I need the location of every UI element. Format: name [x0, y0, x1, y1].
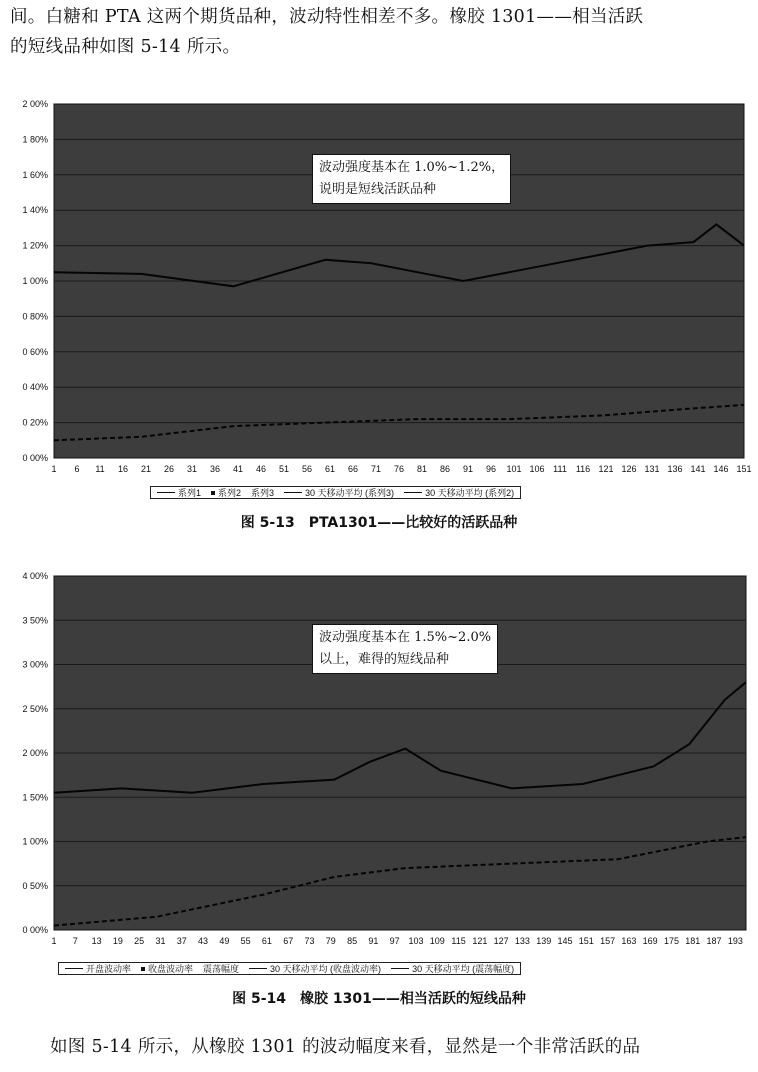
y-tick-label: 4 00% [22, 571, 48, 581]
legend-line-icon [284, 492, 302, 493]
x-tick-label: 146 [713, 464, 729, 474]
x-tick-label: 56 [301, 464, 313, 474]
legend-label: 系列1 [178, 488, 202, 498]
x-tick-label: 181 [685, 936, 701, 946]
x-tick-label: 6 [74, 464, 80, 474]
x-tick-label: 31 [186, 464, 198, 474]
x-tick-label: 31 [155, 936, 166, 946]
legend-item [211, 486, 241, 499]
figure-5-13 [0, 90, 758, 530]
figure-5-14 [0, 562, 758, 1012]
chart-legend [58, 962, 521, 975]
x-tick-label: 21 [140, 464, 152, 474]
paragraph-line: 如图 5-14 所示，从橡胶 1301 的波动幅度来看，显然是一个非常活跃的品 [50, 1037, 641, 1057]
legend-item [284, 486, 394, 499]
legend-label: 30 天移动平均 (震荡幅度) [412, 964, 515, 974]
x-tick-label: 141 [690, 464, 706, 474]
legend-line-icon [65, 968, 83, 969]
legend-item [251, 486, 274, 499]
y-tick-label: 0 60% [22, 346, 48, 357]
legend-item [157, 486, 201, 499]
figure-caption: 图 5-14 橡胶 1301——相当活跃的短线品种 [232, 991, 526, 1007]
x-tick-label: 131 [644, 464, 660, 474]
chart-callout [312, 154, 511, 204]
x-tick-label: 145 [557, 936, 573, 946]
callout-line: 说明是短线活跃品种 [319, 182, 437, 197]
y-tick-label: 2 00% [22, 99, 48, 109]
x-tick-label: 43 [198, 936, 209, 946]
x-tick-label: 66 [347, 464, 359, 474]
x-tick-label: 151 [736, 464, 752, 474]
series-line [54, 224, 744, 286]
legend-item [391, 962, 514, 975]
y-tick-label: 1 60% [22, 169, 48, 180]
y-tick-label: 2 50% [22, 703, 48, 714]
paragraph-bottom [50, 1032, 750, 1062]
legend-item [65, 962, 131, 975]
x-tick-label: 157 [600, 936, 616, 946]
legend-item [404, 486, 514, 499]
paragraph-line: 的短线品种如图 5-14 所示。 [10, 37, 241, 57]
y-tick-label: 0 20% [22, 417, 48, 428]
x-tick-label: 76 [393, 464, 405, 474]
legend-item [203, 962, 239, 975]
legend-item [141, 962, 193, 975]
x-tick-label: 126 [621, 464, 637, 474]
y-tick-label: 1 00% [22, 276, 48, 286]
x-tick-label: 1 [51, 936, 57, 946]
y-tick-label: 0 40% [22, 382, 48, 393]
x-tick-label: 121 [472, 936, 488, 946]
legend-label: 30 天移动平均 (系列2) [425, 488, 515, 498]
callout-line: 波动强度基本在 1.0%~1.2%， [319, 160, 505, 175]
legend-line-icon [391, 968, 409, 969]
legend-line-icon [404, 492, 422, 493]
y-tick-label: 3 50% [22, 615, 48, 626]
x-tick-label: 1 [51, 464, 57, 474]
x-tick-label: 127 [493, 936, 509, 946]
paragraph-line: 间。白糖和 PTA 这两个期货品种，波动特性相差不多。橡胶 1301——相当活跃 [10, 7, 644, 27]
x-tick-label: 116 [575, 464, 591, 474]
legend-label: 30 天移动平均 (收盘波动率) [270, 964, 382, 974]
legend-line-icon [249, 968, 267, 969]
x-tick-label: 13 [91, 936, 102, 946]
series-line [54, 682, 746, 793]
chart-legend [150, 486, 521, 499]
y-tick-label: 1 40% [22, 205, 48, 216]
x-tick-label: 91 [462, 464, 474, 474]
x-tick-label: 25 [134, 936, 145, 946]
series-line [54, 837, 746, 926]
x-tick-label: 139 [536, 936, 552, 946]
legend-label: 系列2 [218, 488, 242, 498]
legend-dot-icon [141, 967, 145, 971]
x-tick-label: 175 [663, 936, 679, 946]
x-tick-label: 51 [278, 464, 290, 474]
x-tick-label: 81 [416, 464, 428, 474]
legend-item [249, 962, 381, 975]
y-tick-label: 2 00% [22, 748, 48, 758]
x-tick-label: 26 [163, 464, 175, 474]
x-tick-label: 136 [667, 464, 683, 474]
x-tick-label: 163 [621, 936, 637, 946]
x-tick-label: 85 [347, 936, 358, 946]
legend-line-icon [157, 492, 175, 493]
x-tick-label: 169 [642, 936, 658, 946]
y-tick-label: 0 80% [22, 311, 48, 322]
x-tick-label: 193 [727, 936, 743, 946]
x-tick-label: 11 [95, 464, 105, 474]
x-tick-label: 86 [439, 464, 451, 474]
x-tick-label: 111 [553, 464, 567, 474]
y-tick-label: 0 00% [22, 453, 48, 463]
y-tick-label: 1 00% [22, 836, 48, 847]
x-tick-label: 37 [176, 936, 187, 946]
chart-callout [312, 624, 498, 674]
x-tick-label: 109 [429, 936, 445, 946]
y-tick-label: 0 00% [22, 925, 48, 935]
x-tick-label: 7 [72, 936, 78, 946]
y-tick-label: 1 50% [22, 792, 48, 803]
x-tick-label: 67 [283, 936, 294, 946]
x-tick-label: 91 [368, 936, 379, 946]
legend-label: 震荡幅度 [203, 964, 240, 974]
x-tick-label: 151 [578, 936, 594, 946]
y-tick-label: 1 80% [22, 134, 48, 145]
x-tick-label: 55 [240, 936, 251, 946]
y-tick-label: 1 20% [22, 240, 48, 251]
x-tick-label: 19 [112, 936, 123, 946]
callout-line: 波动强度基本在 1.5%~2.0% [319, 630, 492, 645]
x-tick-label: 97 [389, 936, 400, 946]
legend-label: 收盘波动率 [148, 964, 194, 974]
x-tick-label: 121 [598, 464, 614, 474]
x-tick-label: 73 [304, 936, 315, 946]
legend-label: 开盘波动率 [86, 964, 132, 974]
x-tick-label: 103 [408, 936, 424, 946]
y-tick-label: 3 00% [22, 659, 48, 670]
x-tick-label: 41 [232, 464, 244, 474]
x-tick-label: 101 [506, 464, 522, 474]
legend-dot-icon [211, 491, 215, 495]
legend-label: 30 天移动平均 (系列3) [305, 488, 395, 498]
x-tick-label: 187 [706, 936, 722, 946]
x-tick-label: 61 [324, 464, 336, 474]
figure-caption: 图 5-13 PTA1301——比较好的活跃品种 [240, 515, 518, 531]
paragraph-top [10, 2, 750, 62]
x-tick-label: 46 [255, 464, 267, 474]
x-tick-label: 115 [451, 936, 466, 946]
y-tick-label: 0 50% [22, 880, 48, 891]
callout-line: 以上，难得的短线品种 [319, 652, 450, 667]
x-tick-label: 49 [219, 936, 230, 946]
x-tick-label: 16 [117, 464, 129, 474]
x-tick-label: 133 [514, 936, 530, 946]
x-tick-label: 36 [209, 464, 221, 474]
x-tick-label: 79 [325, 936, 336, 946]
x-tick-label: 61 [261, 936, 272, 946]
x-tick-label: 71 [370, 464, 382, 474]
x-tick-label: 96 [485, 464, 497, 474]
legend-label: 系列3 [251, 488, 275, 498]
x-tick-label: 106 [529, 464, 545, 474]
